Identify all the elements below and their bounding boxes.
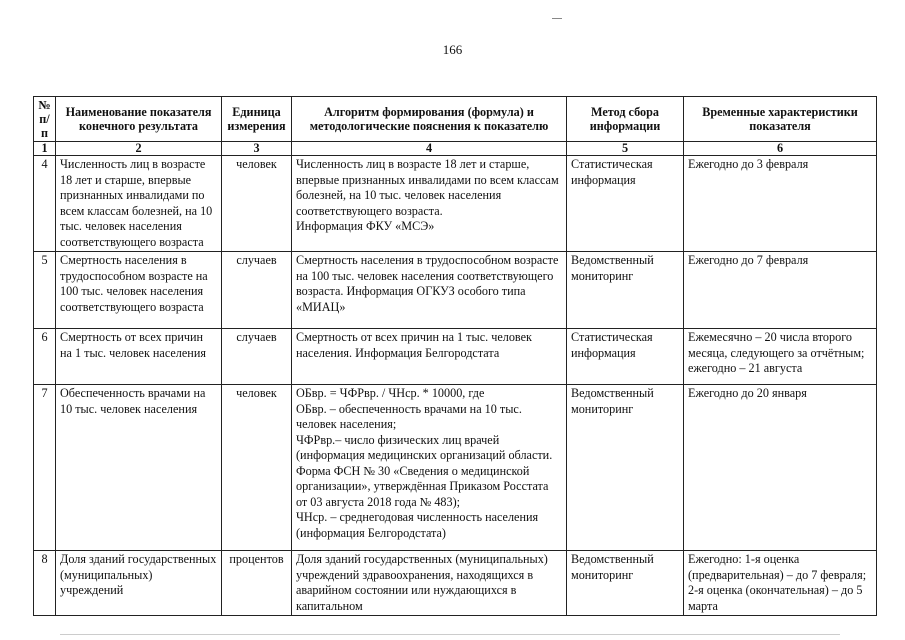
- indicator-name: Смертность от всех причин на 1 тыс. человек населения: [56, 329, 222, 385]
- header-indicator-name: Наименование показателя конечного результата: [56, 97, 222, 142]
- collection-method: Ведомственный мониторинг: [567, 252, 684, 329]
- collection-method: Статистическая информация: [567, 156, 684, 252]
- timing: Ежегодно до 3 февраля: [684, 156, 877, 252]
- row-number: 7: [34, 385, 56, 551]
- table-row: [34, 329, 877, 385]
- indicator-name: Обеспеченность врачами на 10 тыс. человек населения: [56, 385, 222, 551]
- unit: человек: [222, 385, 292, 551]
- row-number: 8: [34, 551, 56, 616]
- row-number: 6: [34, 329, 56, 385]
- collection-method: Ведомственный мониторинг: [567, 385, 684, 551]
- algorithm-line: Смертность населения в трудоспособном возрасте на 100 тыс. человек населения соответствующего возраста. Информация ОГКУЗ особого типа «МИАЦ»: [296, 253, 559, 314]
- scan-artifact-bottom: [60, 634, 840, 635]
- algorithm-line: ОБвр. = ЧФРвр. / ЧНср. * 10000, где: [296, 386, 485, 400]
- algorithm-line: Смертность от всех причин на 1 тыс. человек населения. Информация Белгородстата: [296, 330, 532, 360]
- column-number: 2: [56, 142, 222, 156]
- timing: Ежемесячно – 20 числа второго месяца, следующего за отчётным; ежегодно – 21 августа: [684, 329, 877, 385]
- unit: случаев: [222, 329, 292, 385]
- column-number: 5: [567, 142, 684, 156]
- algorithm-line: ЧФРвр.– число физических лиц врачей (информация медицинских организаций области. Форма ФСН № 30 «Сведения о медицинской организации», утверждённая Приказом Росстата от 03 августа 2018 года № 483);: [296, 432, 553, 509]
- timing: Ежегодно до 20 января: [684, 385, 877, 551]
- scan-artifact-top: [552, 18, 562, 19]
- table-header-row: [34, 97, 877, 142]
- column-number-row: [34, 142, 877, 156]
- header-timing: Временные характеристики показателя: [684, 97, 877, 142]
- unit: случаев: [222, 252, 292, 329]
- header-method: Метод сбора информации: [567, 97, 684, 142]
- algorithm-line: ЧНср. – среднегодовая численность населения (информация Белгородстата): [296, 510, 539, 540]
- algorithm-line: Информация ФКУ «МСЭ»: [296, 219, 435, 233]
- indicator-name: Доля зданий государственных (муниципальных) учреждений: [56, 551, 222, 616]
- table-row: [34, 252, 877, 329]
- header-unit: Единица измерения: [222, 97, 292, 142]
- algorithm: [292, 551, 567, 616]
- algorithm: [292, 329, 567, 385]
- algorithm-line: Численность лиц в возрасте 18 лет и старше, впервые признанных инвалидами по всем классам болезней, на 10 тыс. человек населения соответствующего возраста.: [296, 157, 559, 218]
- header-algorithm: Алгоритм формирования (формула) и методологические пояснения к показателю: [292, 97, 567, 142]
- algorithm: [292, 385, 567, 551]
- column-number: 4: [292, 142, 567, 156]
- algorithm-line: ОБвр. – обеспеченность врачами на 10 тыс. человек населения;: [296, 401, 522, 431]
- column-number: 6: [684, 142, 877, 156]
- table-row: [34, 385, 877, 551]
- indicators-table: [33, 96, 877, 616]
- table-row: [34, 156, 877, 252]
- algorithm: [292, 156, 567, 252]
- unit: человек: [222, 156, 292, 252]
- header-num: № п/п: [34, 97, 56, 142]
- timing: Ежегодно: 1-я оценка (предварительная) – до 7 февраля; 2-я оценка (окончательная) – до 5 марта: [684, 551, 877, 616]
- table-row: [34, 551, 877, 616]
- page-number: 166: [442, 42, 463, 57]
- collection-method: Ведомственный мониторинг: [567, 551, 684, 616]
- algorithm: [292, 252, 567, 329]
- row-number: 4: [34, 156, 56, 252]
- column-number: 1: [34, 142, 56, 156]
- collection-method: Статистическая информация: [567, 329, 684, 385]
- unit: процентов: [222, 551, 292, 616]
- row-number: 5: [34, 252, 56, 329]
- timing: Ежегодно до 7 февраля: [684, 252, 877, 329]
- column-number: 3: [222, 142, 292, 156]
- indicator-name: Смертность населения в трудоспособном возрасте на 100 тыс. человек населения соответствующего возраста: [56, 252, 222, 329]
- algorithm-line: Доля зданий государственных (муниципальных) учреждений здравоохранения, находящихся в аварийном состоянии или нуждающихся в капитальном: [296, 552, 548, 613]
- indicator-name: Численность лиц в возрасте 18 лет и старше, впервые признанных инвалидами по всем классам болезней, на 10 тыс. человек населения соответствующего возраста: [56, 156, 222, 252]
